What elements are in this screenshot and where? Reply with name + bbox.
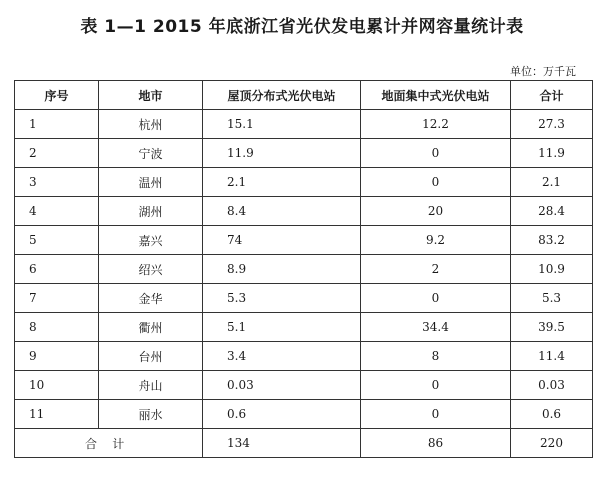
cell-city: 丽水	[99, 400, 203, 429]
cell-total-label: 合 计	[15, 429, 203, 458]
cell-ground: 2	[361, 255, 511, 284]
cell-ground: 0	[361, 139, 511, 168]
cell-grand-total: 220	[511, 429, 593, 458]
table-row	[15, 400, 593, 429]
table-row	[15, 226, 593, 255]
cell-city: 宁波	[99, 139, 203, 168]
cell-ground: 0	[361, 168, 511, 197]
cell-rooftop: 15.1	[203, 110, 361, 139]
cell-no: 7	[15, 284, 99, 313]
header-ground: 地面集中式光伏电站	[361, 81, 511, 110]
cell-ground: 9.2	[361, 226, 511, 255]
cell-no: 1	[15, 110, 99, 139]
cell-total: 27.3	[511, 110, 593, 139]
cell-ground: 20	[361, 197, 511, 226]
cell-rooftop: 0.03	[203, 371, 361, 400]
cell-no: 10	[15, 371, 99, 400]
cell-no: 5	[15, 226, 99, 255]
cell-city: 金华	[99, 284, 203, 313]
cell-total: 83.2	[511, 226, 593, 255]
header-rooftop: 屋顶分布式光伏电站	[203, 81, 361, 110]
table-row	[15, 342, 593, 371]
table-row	[15, 284, 593, 313]
cell-no: 2	[15, 139, 99, 168]
total-row	[15, 429, 593, 458]
cell-rooftop: 74	[203, 226, 361, 255]
cell-ground-sum: 86	[361, 429, 511, 458]
cell-ground: 12.2	[361, 110, 511, 139]
cell-ground: 34.4	[361, 313, 511, 342]
cell-no: 11	[15, 400, 99, 429]
cell-ground: 0	[361, 400, 511, 429]
table-row	[15, 255, 593, 284]
header-row	[15, 81, 593, 110]
table-row	[15, 139, 593, 168]
cell-no: 6	[15, 255, 99, 284]
cell-total: 39.5	[511, 313, 593, 342]
cell-city: 嘉兴	[99, 226, 203, 255]
header-city: 地市	[99, 81, 203, 110]
cell-rooftop: 2.1	[203, 168, 361, 197]
cell-total: 28.4	[511, 197, 593, 226]
cell-ground: 0	[361, 371, 511, 400]
cell-total: 11.4	[511, 342, 593, 371]
cell-ground: 0	[361, 284, 511, 313]
cell-no: 9	[15, 342, 99, 371]
table-row	[15, 168, 593, 197]
table-row	[15, 313, 593, 342]
cell-city: 杭州	[99, 110, 203, 139]
cell-total: 0.6	[511, 400, 593, 429]
cell-rooftop: 8.9	[203, 255, 361, 284]
cell-total: 2.1	[511, 168, 593, 197]
cell-city: 湖州	[99, 197, 203, 226]
cell-rooftop: 8.4	[203, 197, 361, 226]
cell-city: 绍兴	[99, 255, 203, 284]
unit-label: 单位：万千瓦	[510, 65, 576, 78]
cell-rooftop: 5.3	[203, 284, 361, 313]
cell-rooftop: 0.6	[203, 400, 361, 429]
cell-rooftop: 3.4	[203, 342, 361, 371]
table-title: 表 1—1 2015 年底浙江省光伏发电累计并网容量统计表	[80, 17, 524, 37]
cell-rooftop: 11.9	[203, 139, 361, 168]
table-row	[15, 110, 593, 139]
cell-total: 10.9	[511, 255, 593, 284]
table-row	[15, 197, 593, 226]
cell-ground: 8	[361, 342, 511, 371]
cell-total: 0.03	[511, 371, 593, 400]
cell-no: 8	[15, 313, 99, 342]
capacity-table	[14, 80, 593, 458]
header-no: 序号	[15, 81, 99, 110]
cell-total: 5.3	[511, 284, 593, 313]
cell-city: 衢州	[99, 313, 203, 342]
table-row	[15, 371, 593, 400]
cell-rooftop: 5.1	[203, 313, 361, 342]
cell-city: 台州	[99, 342, 203, 371]
cell-city: 温州	[99, 168, 203, 197]
cell-no: 4	[15, 197, 99, 226]
cell-no: 3	[15, 168, 99, 197]
cell-rooftop-sum: 134	[203, 429, 361, 458]
cell-total: 11.9	[511, 139, 593, 168]
header-total: 合计	[511, 81, 593, 110]
cell-city: 舟山	[99, 371, 203, 400]
